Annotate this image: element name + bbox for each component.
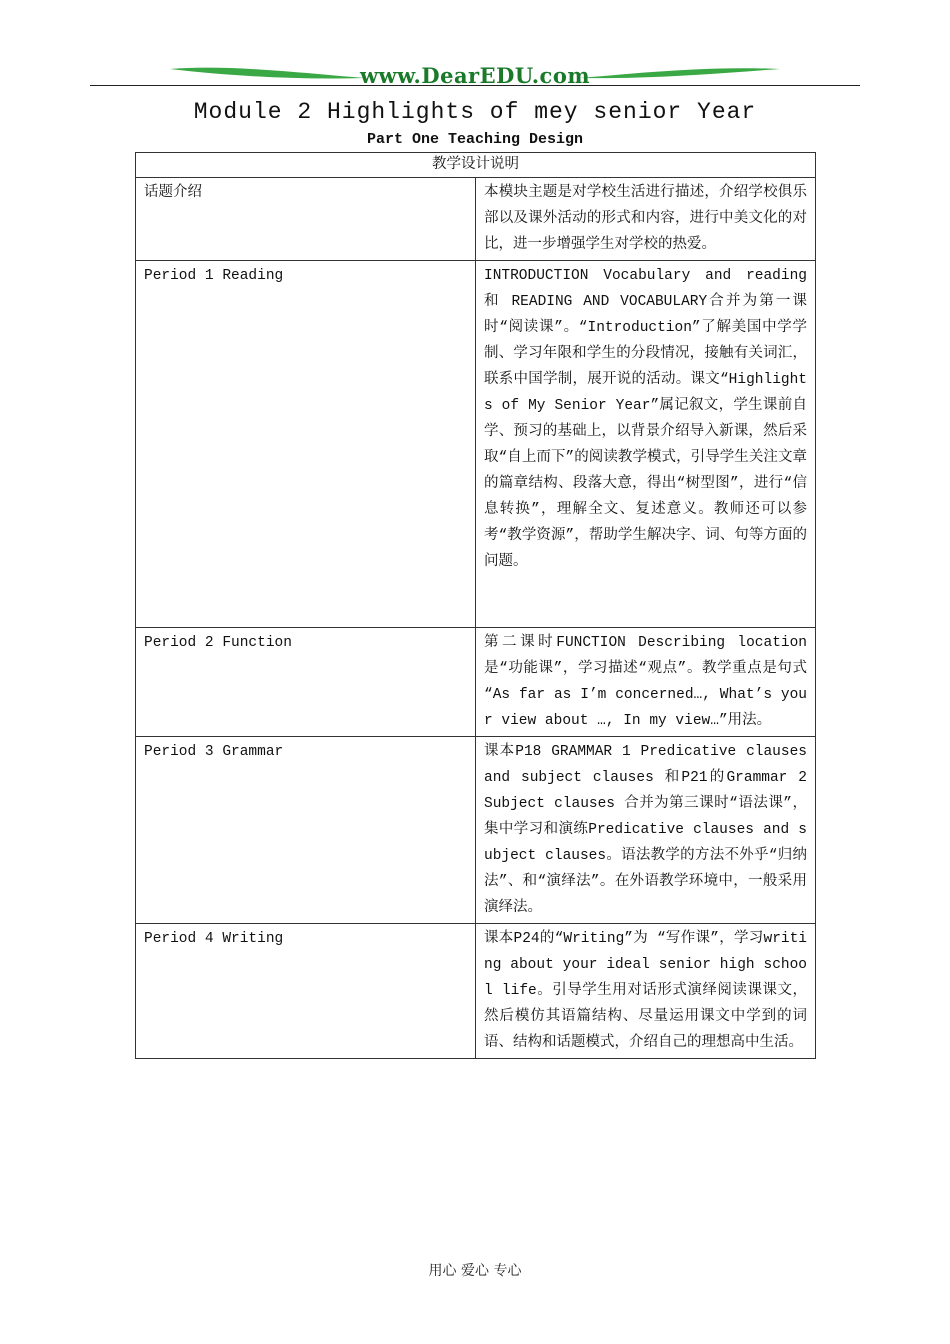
table-row <box>136 737 816 924</box>
header-rule <box>90 85 860 86</box>
table-row <box>136 178 816 261</box>
row-content: 课本P18 GRAMMAR 1 Predicative clauses and subject clauses 和P21的Grammar 2 Subject clauses 合并为第三课时“语法课”，集中学习和演练Predicative clauses and subject clauses。语法教学的方法不外乎“归纳法”、和“演绎法”。在外语教学环境中，一般采用演绎法。 <box>476 737 816 924</box>
document-subtitle: Part One Teaching Design <box>366 131 584 148</box>
row-content: INTRODUCTION Vocabulary and reading 和 READING AND VOCABULARY合并为第一课时“阅读课”。“Introduction”了解美国中学学制、学习年限和学生的分段情况，接触有关词汇，联系中国学制，展开说的活动。课文“Highlights of My Senior Year”属记叙文，学生课前自学、预习的基础上，以背景介绍导入新课，然后采取“自上而下”的阅读教学模式，引导学生关注文章的篇章结构、段落大意，得出“树型图”，进行“信息转换”，理解全文、复述意义。教师还可以参考“教学资源”，帮助学生解决字、词、句等方面的问题。 <box>476 261 816 628</box>
site-logo: www.DearEDU.com <box>359 63 591 88</box>
row-label: Period 3 Grammar <box>136 737 476 924</box>
table-row <box>136 628 816 737</box>
row-content: 本模块主题是对学校生活进行描述，介绍学校俱乐部以及课外活动的形式和内容，进行中美文化的对比，进一步增强学生对学校的热爱。 <box>476 178 816 261</box>
row-label: Period 2 Function <box>136 628 476 737</box>
teaching-design-table <box>135 152 816 1059</box>
table-header: 教学设计说明 <box>136 153 816 178</box>
row-label: 话题介绍 <box>136 178 476 261</box>
row-label: Period 1 Reading <box>136 261 476 628</box>
page-footer: 用心 爱心 专心 <box>428 1263 522 1279</box>
table-header-row <box>136 153 816 178</box>
table-row <box>136 261 816 628</box>
row-content: 第二课时FUNCTION Describing location是“功能课”，学习描述“观点”。教学重点是句式 “As far as I’m concerned…, What’s your view about …, In my view…”用法。 <box>476 628 816 737</box>
row-content: 课本P24的“Writing”为 “写作课”，学习writing about your ideal senior high school life。引导学生用对话形式演绎阅读课课文，然后模仿其语篇结构、尽量运用课文中学到的词语、结构和话题模式，介绍自己的理想高中生活。 <box>476 924 816 1059</box>
table-row <box>136 924 816 1059</box>
row-label: Period 4 Writing <box>136 924 476 1059</box>
document-title: Module 2 Highlights of mey senior Year <box>193 99 757 125</box>
